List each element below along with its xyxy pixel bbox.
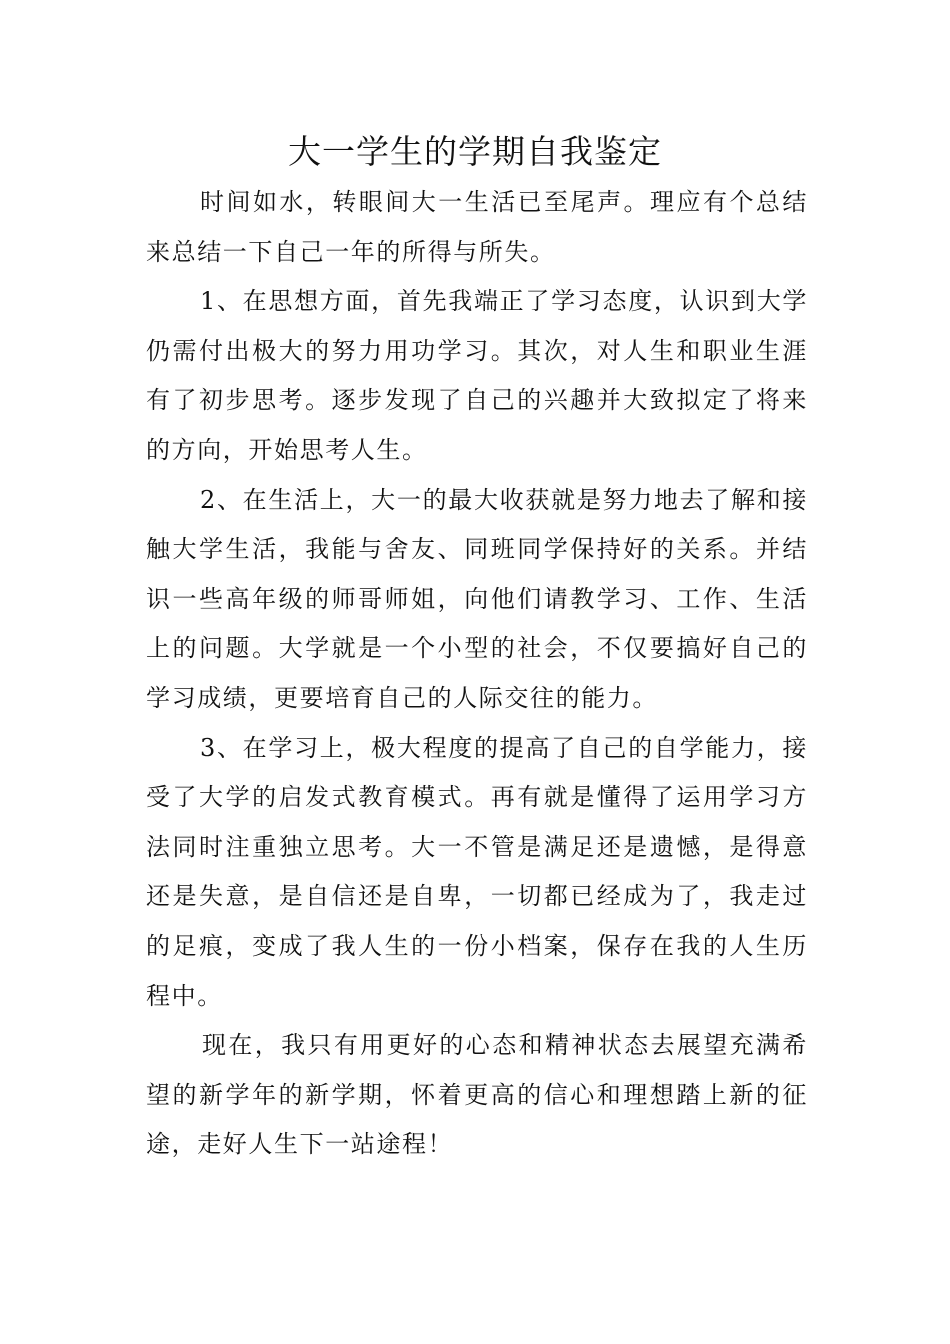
paragraph-intro: 时间如水，转眼间大一生活已至尾声。理应有个总结来总结一下自己一年的所得与所失。 [146,188,808,266]
paragraph-study: 3、在学习上，极大程度的提高了自己的自学能力，接受了大学的启发式教育模式。再有就是懂得了运用学习方法同时注重独立思考。大一不管是满足还是遗憾，是得意还是失意，是自信还是自卑，一切都已经成为了，我走过的足痕，变成了我人生的一份小档案，保存在我的人生历程中。 [146,733,808,1010]
document-body [146,178,808,1170]
paragraph-thought: 1、在思想方面，首先我端正了学习态度，认识到大学仍需付出极大的努力用功学习。其次，对人生和职业生涯有了初步思考。逐步发现了自己的兴趣并大致拟定了将来的方向，开始思考人生。 [146,287,808,464]
paragraph-conclusion: 现在，我只有用更好的心态和精神状态去展望充满希望的新学年的新学期，怀着更高的信心和理想踏上新的征途，走好人生下一站途程！ [146,1031,808,1159]
paragraph-life: 2、在生活上，大一的最大收获就是努力地去了解和接触大学生活，我能与舍友、同班同学保持好的关系。并结识一些高年级的师哥师姐，向他们请教学习、工作、生活上的问题。大学就是一个小型的社会，不仅要搞好自己的学习成绩，更要培育自己的人际交往的能力。 [146,485,808,712]
document-title: 大一学生的学期自我鉴定 [288,132,662,171]
